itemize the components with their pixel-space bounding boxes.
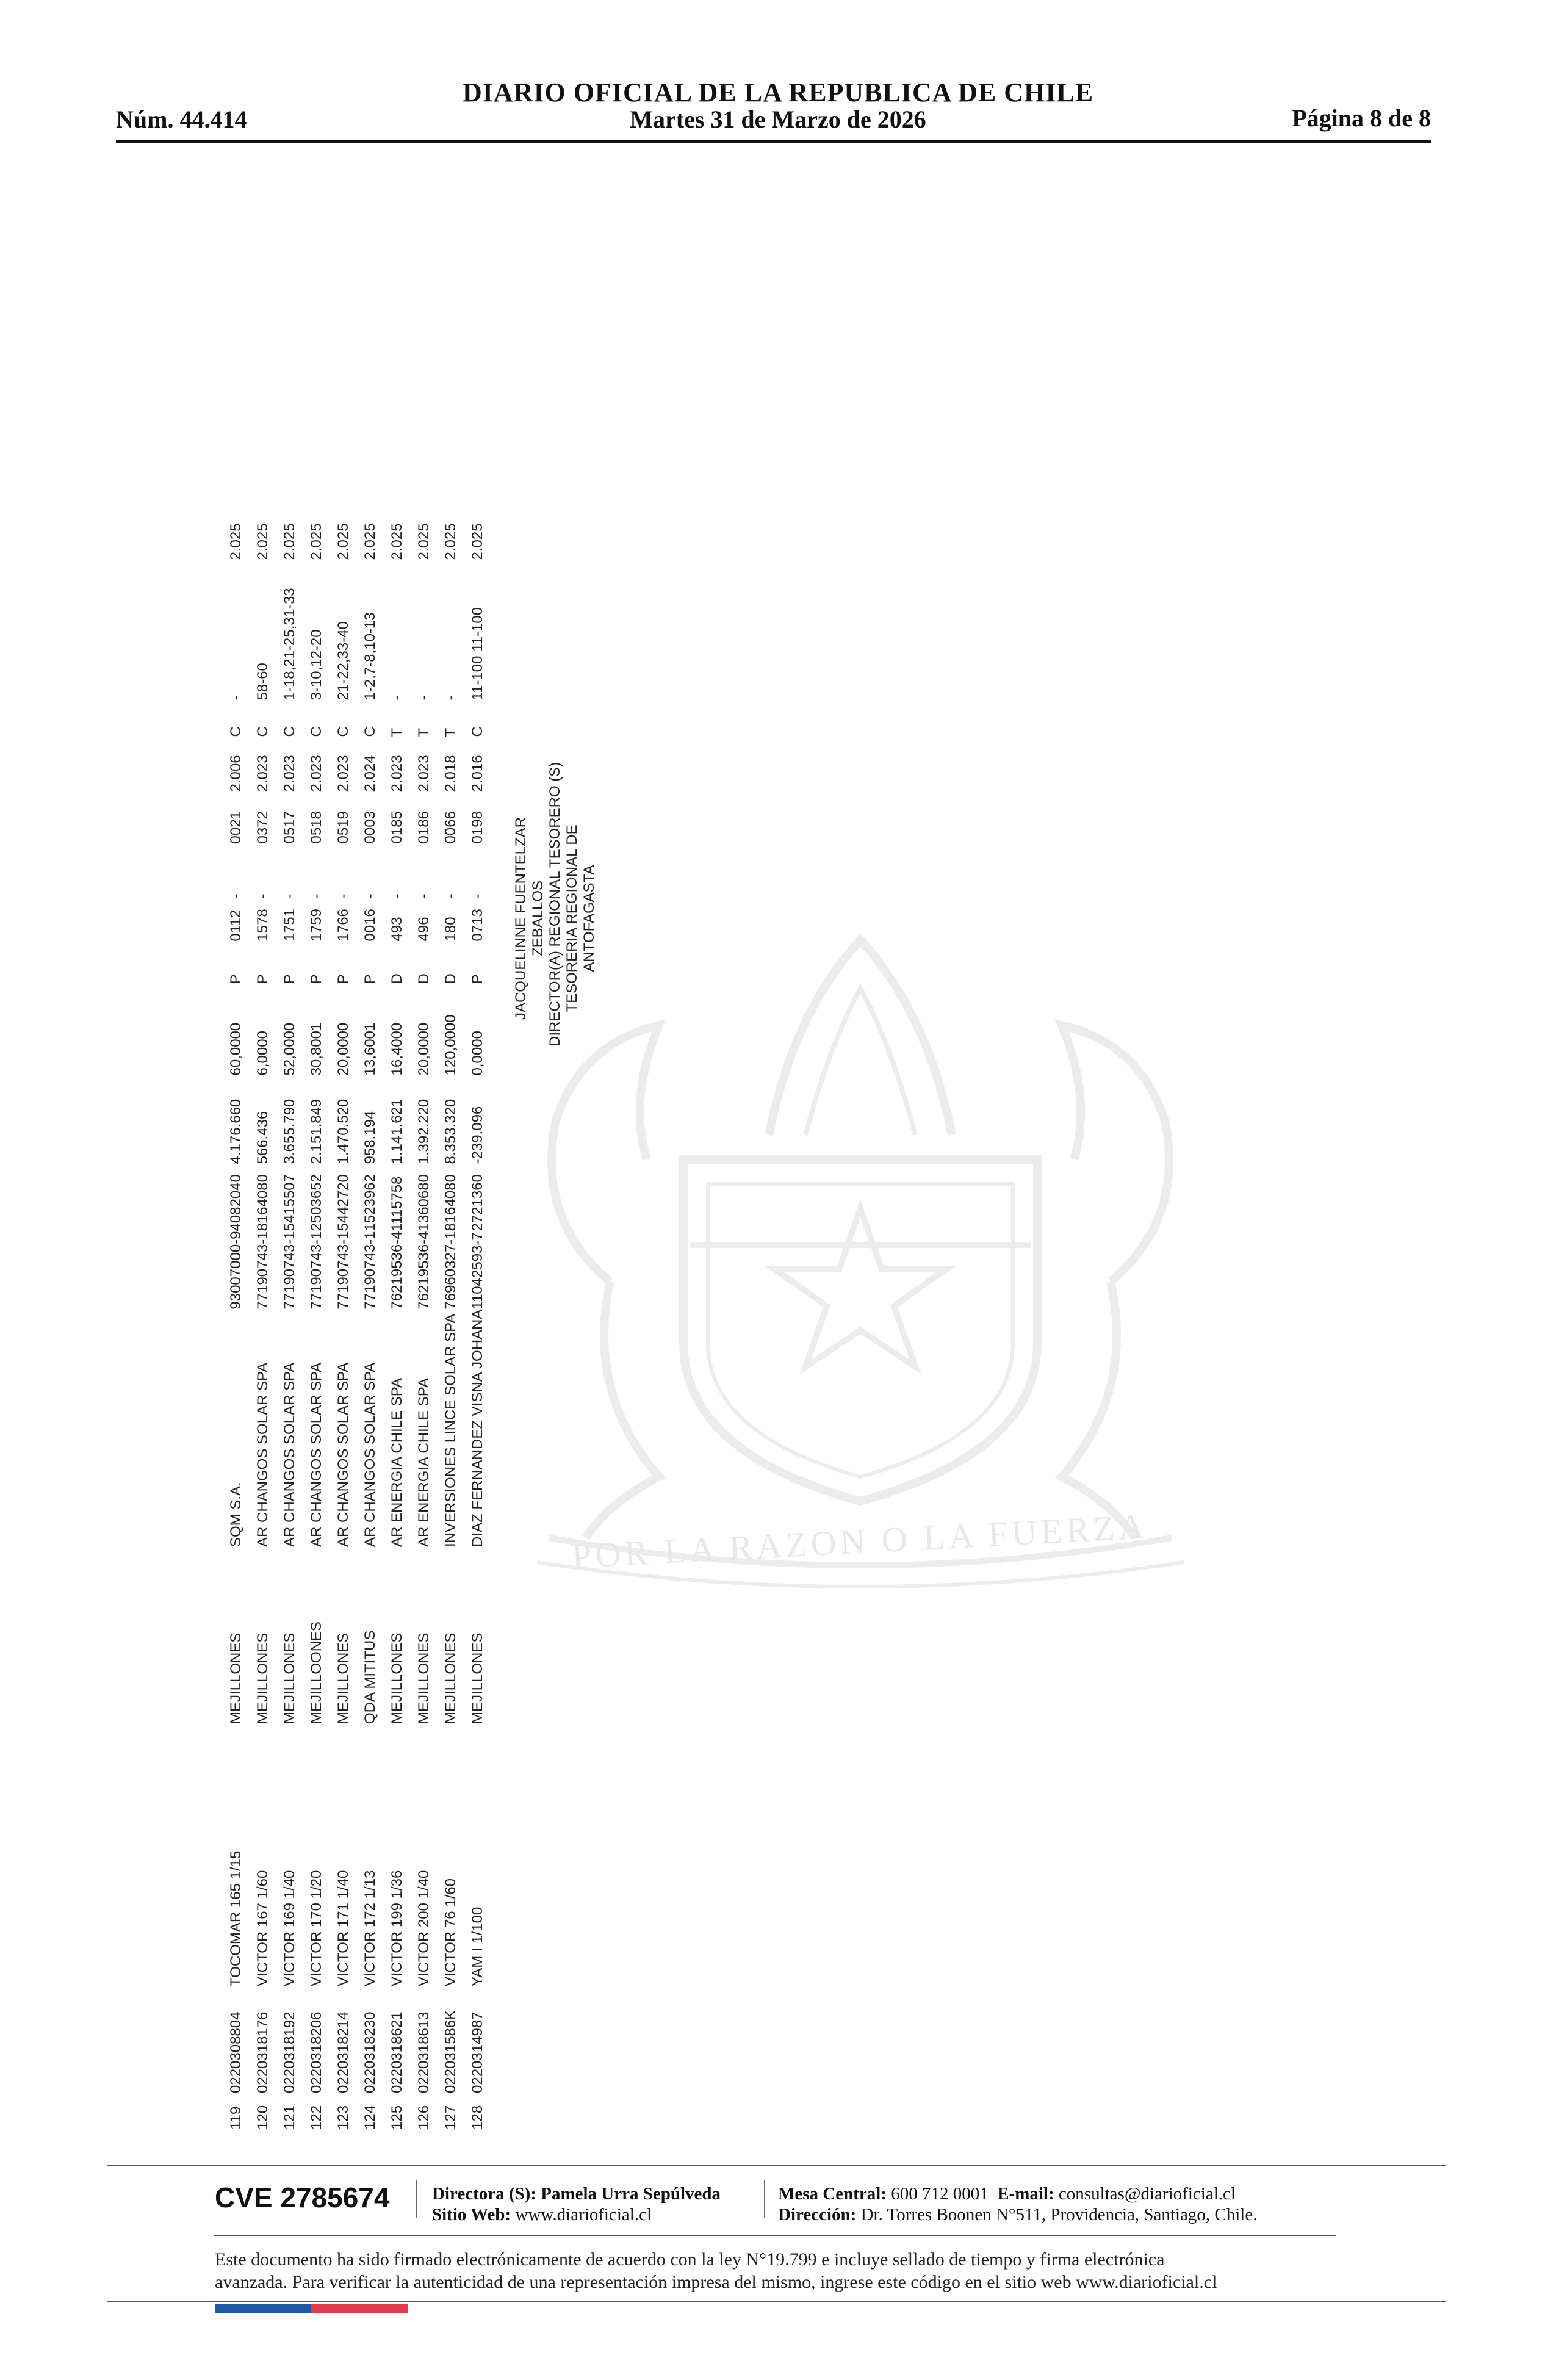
signer-title-line1: DIRECTOR(A) REGIONAL TESORERO (S) [547, 762, 563, 1047]
row-year2: 2.025 [362, 523, 378, 560]
table-row [384, 511, 411, 2130]
row-code1: 1759 [308, 909, 325, 942]
row-range: 1-2,7-8,10-13 [362, 612, 378, 701]
row-concession: VICTOR 76 1/60 [442, 1878, 459, 1986]
row-year2: 2.025 [389, 523, 405, 560]
row-year2: 2.025 [442, 523, 459, 560]
row-year2: 2.025 [335, 523, 351, 560]
row-type: P [281, 974, 298, 984]
row-dash: - [442, 893, 459, 899]
row-number: 122 [308, 2105, 325, 2130]
row-concession: VICTOR 172 1/13 [362, 1870, 378, 1986]
row-rol: 0220308804 [228, 2011, 244, 2093]
row-rol: 0220318621 [389, 2011, 405, 2093]
row-owner: AR CHANGOS SOLAR SPA [308, 1362, 325, 1547]
row-rol: 0220314987 [469, 2011, 486, 2093]
footer-contact-block [778, 2183, 1257, 2225]
row-rut: 77190743-1 [308, 1231, 325, 1310]
issue-date: Martes 31 de Marzo de 2026 [630, 106, 926, 133]
row-concession: VICTOR 169 1/40 [281, 1870, 298, 1986]
row-code1: 1578 [254, 909, 271, 942]
row-amount: 4.176.660 [228, 1098, 244, 1164]
row-number: 127 [442, 2105, 459, 2130]
row-concession: TOCOMAR 165 1/15 [228, 1850, 244, 1986]
row-rut: 11042593-7 [469, 1232, 486, 1310]
row-number: 121 [281, 2105, 298, 2130]
row-amount: 1.141.621 [389, 1098, 405, 1164]
row-rut: 76960327-1 [442, 1231, 459, 1310]
row-rut: 76219536-4 [389, 1231, 405, 1310]
row-range: - [416, 695, 432, 701]
row-comuna: MEJILLOONES [308, 1621, 325, 1724]
table-row [357, 511, 384, 2130]
table-row [411, 511, 438, 2130]
footer-separator [416, 2180, 417, 2218]
row-code2: 0066 [442, 811, 459, 844]
row-dash: - [335, 893, 351, 899]
row-rol: 0220318192 [281, 2011, 298, 2093]
signer-title-line3: ANTOFAGASTA [581, 865, 597, 972]
watermark-motto: POR LA RAZON O LA FUERZA [571, 1506, 1149, 1576]
row-id: 5415507 [281, 1174, 298, 1231]
row-amount: 566.436 [254, 1111, 271, 1164]
row-number: 119 [228, 2106, 244, 2130]
row-dash: - [254, 893, 271, 899]
footer-director-block [432, 2183, 721, 2225]
row-amount: 1.392.220 [416, 1098, 432, 1164]
row-year1: 2.016 [469, 755, 486, 792]
row-id: 5442720 [335, 1174, 351, 1231]
row-type: P [469, 974, 486, 984]
row-comuna: MEJILLONES [389, 1632, 405, 1724]
row-type: P [254, 974, 271, 984]
table-row [464, 511, 491, 2130]
row-owner: AR CHANGOS SOLAR SPA [362, 1362, 378, 1547]
row-dash: - [308, 893, 325, 899]
row-rut: 77190743-1 [254, 1231, 271, 1310]
row-owner: AR CHANGOS SOLAR SPA [281, 1362, 298, 1547]
sitio-label: Sitio Web: [432, 2205, 511, 2224]
row-type2: C [362, 726, 378, 737]
row-id: 1360680 [416, 1174, 432, 1231]
row-id: 4082040 [228, 1174, 244, 1231]
row-year2: 2.025 [416, 523, 432, 560]
row-rol: 0220318613 [416, 2011, 432, 2093]
email-label: E-mail: [997, 2184, 1054, 2204]
row-year1: 2.023 [308, 755, 325, 792]
row-owner: DIAZ FERNANDEZ VISNA JOHANA [469, 1309, 486, 1547]
row-percent: 52,0000 [281, 1022, 298, 1076]
row-type2: C [335, 726, 351, 737]
row-rut: 77190743-1 [281, 1231, 298, 1310]
row-amount: 8.353.320 [442, 1098, 459, 1164]
row-type2: C [228, 726, 244, 737]
row-comuna: MEJILLONES [335, 1632, 351, 1724]
flag-bar-red [311, 2304, 408, 2313]
notice-line1: Este documento ha sido firmado electrónicamente de acuerdo con la ley N°19.799 e incluye sellado de tiempo y firma electrónica [215, 2249, 1165, 2270]
row-code2: 0517 [281, 811, 298, 844]
row-year1: 2.023 [335, 755, 351, 792]
header-divider [116, 140, 1431, 143]
signer-name-line2: ZEBALLOS [530, 880, 546, 957]
row-id: 8164080 [254, 1174, 271, 1231]
row-rut: 76219536-4 [416, 1231, 432, 1310]
row-year2: 2.025 [281, 523, 298, 560]
row-id: 8164080 [442, 1174, 459, 1231]
row-code1: 0713 [469, 909, 486, 942]
row-rol: 0220318230 [362, 2011, 378, 2093]
row-rut: 77190743-1 [362, 1231, 378, 1310]
row-concession: YAM I 1/100 [469, 1906, 486, 1986]
flag-bar-blue [215, 2304, 311, 2313]
row-type2: T [416, 727, 432, 737]
row-percent: 13,6001 [362, 1022, 378, 1076]
row-code1: 0016 [362, 909, 378, 942]
row-id: 2721360 [469, 1174, 486, 1231]
row-type: P [362, 974, 378, 984]
row-percent: 16,4000 [389, 1022, 405, 1076]
table-row [438, 511, 464, 2130]
row-concession: VICTOR 170 1/20 [308, 1870, 325, 1986]
direccion-label: Dirección: [778, 2205, 857, 2224]
row-owner: AR CHANGOS SOLAR SPA [254, 1362, 271, 1547]
row-rut: 77190743-1 [335, 1231, 351, 1310]
row-code2: 0519 [335, 811, 351, 844]
row-year1: 2.023 [254, 755, 271, 792]
row-owner: AR CHANGOS SOLAR SPA [335, 1362, 351, 1547]
row-year2: 2.025 [308, 523, 325, 560]
row-range: 1-18,21-25,31-33 [281, 588, 298, 701]
row-code2: 0186 [416, 811, 432, 844]
row-type: P [228, 974, 244, 984]
row-year2: 2.025 [228, 523, 244, 560]
row-dash: - [469, 893, 486, 899]
notice-line2: avanzada. Para verificar la autenticidad de una representación impresa del mismo, ingrese este código en el sitio web www.diarioficial.cl [215, 2272, 1217, 2292]
row-code2: 0518 [308, 811, 325, 844]
row-owner: AR ENERGIA CHILE SPA [389, 1378, 405, 1547]
row-code1: 493 [389, 917, 405, 942]
footer-divider-top [107, 2165, 1446, 2166]
row-type2: C [281, 726, 298, 737]
row-code2: 0021 [228, 811, 244, 844]
row-range: 3-10,12-20 [308, 629, 325, 701]
row-year1: 2.024 [362, 755, 378, 792]
row-comuna: MEJILLONES [416, 1632, 432, 1724]
row-type: D [442, 973, 459, 984]
issue-number: Núm. 44.414 [116, 106, 247, 133]
row-code1: 1751 [281, 909, 298, 942]
row-rol: 0220318214 [335, 2011, 351, 2093]
table-row [330, 511, 357, 2130]
signature-notice [215, 2248, 1350, 2293]
row-year1: 2.018 [442, 755, 459, 792]
footer-separator [764, 2180, 765, 2218]
row-code2: 0198 [469, 811, 486, 844]
row-comuna: MEJILLONES [228, 1632, 244, 1724]
row-amount: 2.151.849 [308, 1098, 325, 1164]
table-row [223, 511, 250, 2130]
data-table [223, 511, 491, 2130]
row-code2: 0185 [389, 811, 405, 844]
row-percent: 120,0000 [442, 1014, 459, 1076]
row-type: D [416, 973, 432, 984]
directora-label: Directora (S): [432, 2184, 536, 2204]
row-concession: VICTOR 199 1/36 [389, 1870, 405, 1986]
row-percent: 60,0000 [228, 1022, 244, 1076]
row-year2: 2.025 [469, 523, 486, 560]
row-rol: 022031586K [442, 2010, 459, 2093]
sitio-link[interactable]: www.diarioficial.cl [515, 2205, 652, 2224]
row-code1: 496 [416, 917, 432, 942]
row-number: 126 [416, 2105, 432, 2130]
footer-divider-mid [214, 2235, 1336, 2236]
row-rut: 93007000-9 [228, 1231, 244, 1310]
row-amount: 958.194 [362, 1111, 378, 1164]
row-owner: AR ENERGIA CHILE SPA [416, 1378, 432, 1547]
rotated-table-container [223, 207, 491, 2130]
row-percent: 6,0000 [254, 1031, 271, 1076]
row-comuna: MEJILLONES [281, 1632, 298, 1724]
row-dash: - [362, 893, 378, 899]
row-type2: C [308, 726, 325, 737]
row-year1: 2.023 [416, 755, 432, 792]
row-type2: T [442, 727, 459, 737]
row-owner: SQM S.A. [228, 1482, 244, 1547]
signer-name-line1: JACQUELINNE FUENTELZAR [513, 817, 529, 1020]
row-code2: 0372 [254, 811, 271, 844]
row-comuna: QDA MITITUS [362, 1630, 378, 1724]
row-comuna: MEJILLONES [469, 1632, 486, 1724]
row-dash: - [416, 893, 432, 899]
row-code1: 180 [442, 917, 459, 942]
newspaper-title: DIARIO OFICIAL DE LA REPUBLICA DE CHILE [462, 78, 1094, 107]
row-owner: INVERSIONES LINCE SOLAR SPA [442, 1313, 459, 1547]
mesa-phone: 600 712 0001 [891, 2184, 989, 2204]
row-amount: 3.655.790 [281, 1098, 298, 1164]
row-concession: VICTOR 167 1/60 [254, 1870, 271, 1986]
row-concession: VICTOR 171 1/40 [335, 1870, 351, 1986]
row-range: 21-22,33-40 [335, 621, 351, 701]
page-indicator: Página 8 de 8 [1292, 104, 1431, 132]
row-range: 11-100 11-100 [469, 607, 486, 701]
row-type2: T [389, 727, 405, 737]
table-row [276, 511, 303, 2130]
row-dash: - [228, 893, 244, 899]
row-comuna: MEJILLONES [442, 1632, 459, 1724]
row-type: P [335, 974, 351, 984]
row-id: 1523962 [362, 1174, 378, 1231]
row-percent: 20,0000 [335, 1022, 351, 1076]
direccion-text: Dr. Torres Boonen N°511, Providencia, Santiago, Chile. [860, 2205, 1258, 2224]
row-number: 125 [389, 2105, 405, 2130]
signer-title-line2: TESORERIA REGIONAL DE [564, 824, 580, 1012]
row-rol: 0220318176 [254, 2011, 271, 2093]
directora-name: Pamela Urra Sepúlveda [541, 2184, 721, 2204]
row-code2: 0003 [362, 811, 378, 844]
row-range: 58-60 [254, 663, 271, 701]
footer-divider-bottom [107, 2301, 1446, 2302]
row-year1: 2.023 [281, 755, 298, 792]
row-percent: 20,0000 [416, 1022, 432, 1076]
row-comuna: MEJILLONES [254, 1632, 271, 1724]
row-year1: 2.023 [389, 755, 405, 792]
row-id: 2503652 [308, 1174, 325, 1231]
row-rol: 0220318206 [308, 2011, 325, 2093]
cve-code: CVE 2785674 [215, 2182, 390, 2213]
email-link[interactable]: consultas@diarioficial.cl [1058, 2184, 1236, 2204]
row-code1: 0112 [228, 909, 244, 942]
row-number: 123 [335, 2105, 351, 2130]
row-type: P [308, 974, 325, 984]
row-range: - [228, 695, 244, 701]
row-number: 124 [362, 2105, 378, 2130]
mesa-label: Mesa Central: [778, 2184, 887, 2204]
signature-block [513, 762, 598, 1047]
row-amount: -239.096 [469, 1106, 486, 1164]
row-number: 120 [254, 2105, 271, 2130]
row-amount: 1.470.520 [335, 1098, 351, 1164]
table-row [250, 511, 276, 2130]
row-range: - [442, 695, 459, 701]
row-code1: 1766 [335, 909, 351, 942]
row-range: - [389, 695, 405, 701]
row-type2: C [469, 726, 486, 737]
row-percent: 30,8001 [308, 1022, 325, 1076]
row-dash: - [389, 893, 405, 899]
row-id: 1115758 [389, 1176, 405, 1231]
row-year2: 2.025 [254, 523, 271, 560]
row-type2: C [254, 726, 271, 737]
row-type: D [389, 973, 405, 984]
table-row [303, 511, 330, 2130]
row-percent: 0,0000 [469, 1031, 486, 1076]
row-year1: 2.006 [228, 755, 244, 792]
row-dash: - [281, 893, 298, 899]
row-concession: VICTOR 200 1/40 [416, 1870, 432, 1986]
row-number: 128 [469, 2105, 486, 2130]
